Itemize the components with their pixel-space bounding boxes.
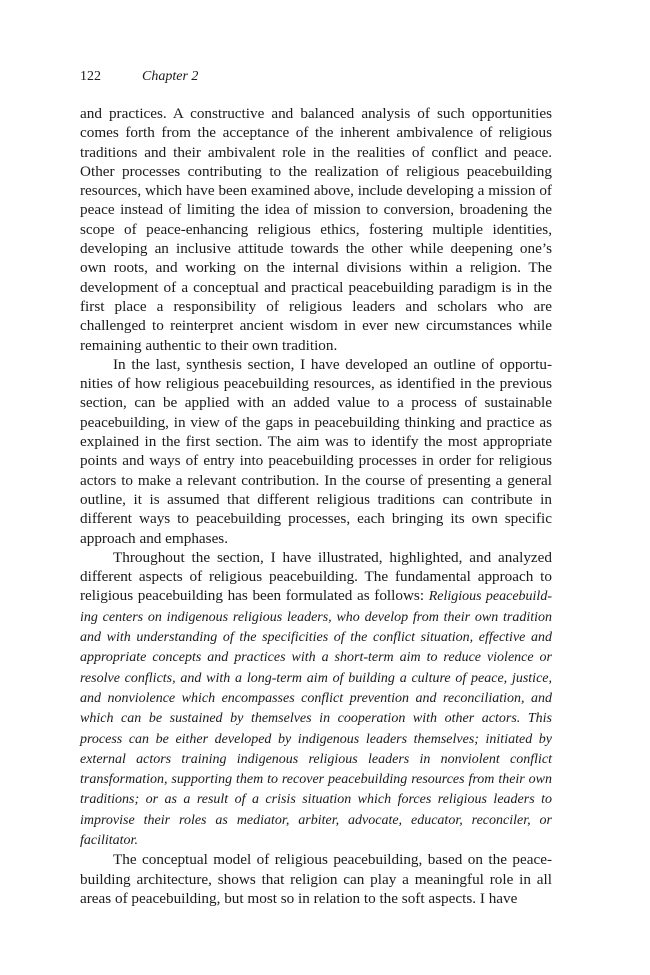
paragraph-text: In the last, synthesis section, I have developed an outline of opportunities of how religious peacebuilding resources, as identified in the previous section, can be applied with an added value to a process of sustainable peacebuilding, in view of the gaps in peacebuilding thinking and practice as explained in the first section. The aim was to identify the most appropriate points and ways of entry into peacebuilding processes in order for religious actors to make a relevant contribution. In the course of presenting a general outline, it is assumed that different religious traditions can contribute in different ways to peacebuilding processes, each bringing its own specific approach and emphases. [80,355,552,547]
chapter-label: Chapter 2 [142,69,199,84]
italic-definition: Religious peacebuilding centers on indigenous religious leaders, who develop from their own tradition and with understanding of the specificities of the conflict situation, effective and appropriate concepts and practices with a short-term aim to reduce violence or resolve conflicts, and with a long-term aim of building a culture of peace, justice, and nonviolence which encompasses conflict prevention and reconciliation, and which can be sustained by themselves in cooperation with other actors. This process can be either developed by indigenous leaders themselves; initiated by external actors training indigenous religious leaders in nonviolent conflict transformation, supporting them to recover peacebuilding resources from their own traditions; or as a result of a crisis situation which forces religious leaders to improvise their roles as mediator, arbiter, advocate, educator, reconciler, or facilitator. [80,589,552,848]
page-number: 122 [80,69,101,84]
body-text [80,104,552,908]
paragraph-approach [80,548,552,850]
paragraph-text: and practices. A constructive and balanced analysis of such opportunities comes forth from the acceptance of the inherent ambivalence of religious traditions and their ambivalent role in the realities of conflict and peace. Other processes contributing to the realization of religious peacebuilding resources, which have been examined above, include developing a mission of peace instead of limiting the idea of mission to conversion, broadening the scope of peace-enhancing religious ethics, fostering multiple identities, developing an inclusive attitude towards the other while deepening one’s own roots, and working on the internal divisions within a religion. The development of a conceptual and practical peacebuilding paradigm is in the first place a responsibility of religious leaders and scholars who are challenged to reinterpret ancient wisdom in ever new circumstances while remaining authentic to their own tradition. [80,105,552,354]
book-page [80,68,552,908]
paragraph-conceptual-model [80,850,552,908]
paragraph-text: The conceptual model of religious peacebuilding, based on the peacebuilding architecture, shows that religion can play a meaningful role in all areas of peacebuilding, but most so in relation to the soft aspects. I have [80,851,552,907]
running-head [80,68,552,86]
paragraph-synthesis [80,355,552,548]
paragraph-text: Throughout the section, I have illustrated, highlighted, and analyzed different aspects of religious peacebuilding. The fundamental approach to religious peacebuilding has been formulated as follows: [80,548,552,605]
paragraph-continuation [80,104,552,355]
